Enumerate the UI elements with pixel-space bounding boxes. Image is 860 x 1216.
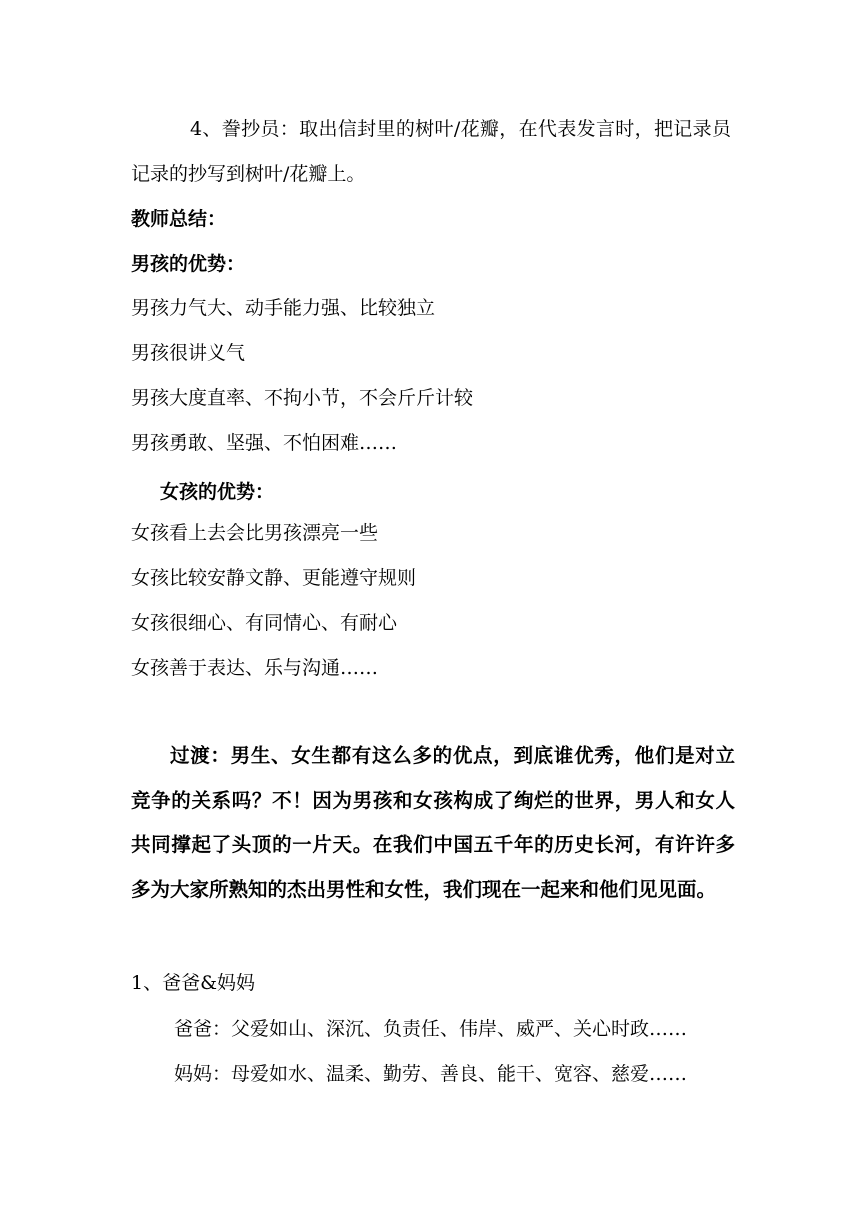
mom-description: 妈妈：母爱如水、温柔、勤劳、善良、能干、宽容、慈爱…… (174, 1063, 688, 1085)
teacher-summary-heading: 教师总结： (131, 208, 227, 230)
dad-description: 爸爸：父爱如山、深沉、负责任、伟岸、威严、关心时政…… (174, 1018, 688, 1040)
recorder-task-paragraph: 4、誊抄员：取出信封里的树叶/花瓣，在代表发言时，把记录员记录的抄写到树叶/花瓣上。 (131, 118, 731, 185)
girls-advantage-item: 女孩看上去会比男孩漂亮一些 (131, 522, 379, 544)
boys-advantage-item: 男孩勇敢、坚强、不怕困难…… (131, 432, 398, 454)
girls-advantage-item: 女孩比较安静文静、更能遵守规则 (131, 567, 417, 589)
boys-advantage-item: 男孩大度直率、不拘小节，不会斤斤计较 (131, 387, 474, 409)
girls-advantage-item: 女孩很细心、有同情心、有耐心 (131, 612, 398, 634)
girls-advantage-item: 女孩善于表达、乐与沟通…… (131, 657, 379, 679)
girls-advantages-heading: 女孩的优势： (160, 481, 275, 503)
boys-advantage-item: 男孩很讲义气 (131, 342, 246, 364)
boys-advantage-item: 男孩力气大、动手能力强、比较独立 (131, 297, 436, 319)
section-title-parents: 1、爸爸&妈妈 (131, 972, 256, 994)
boys-advantages-heading: 男孩的优势： (131, 253, 246, 275)
transition-paragraph: 过渡：男生、女生都有这么多的优点，到底谁优秀，他们是对立竞争的关系吗？不！因为男孩和女孩构成了绚烂的世界，男人和女人共同撑起了头顶的一片天。在我们中国五千年的历史长河，有许许多多为大家所熟知的杰出男性和女性，我们现在一起来和他们见见面。 (131, 744, 735, 901)
